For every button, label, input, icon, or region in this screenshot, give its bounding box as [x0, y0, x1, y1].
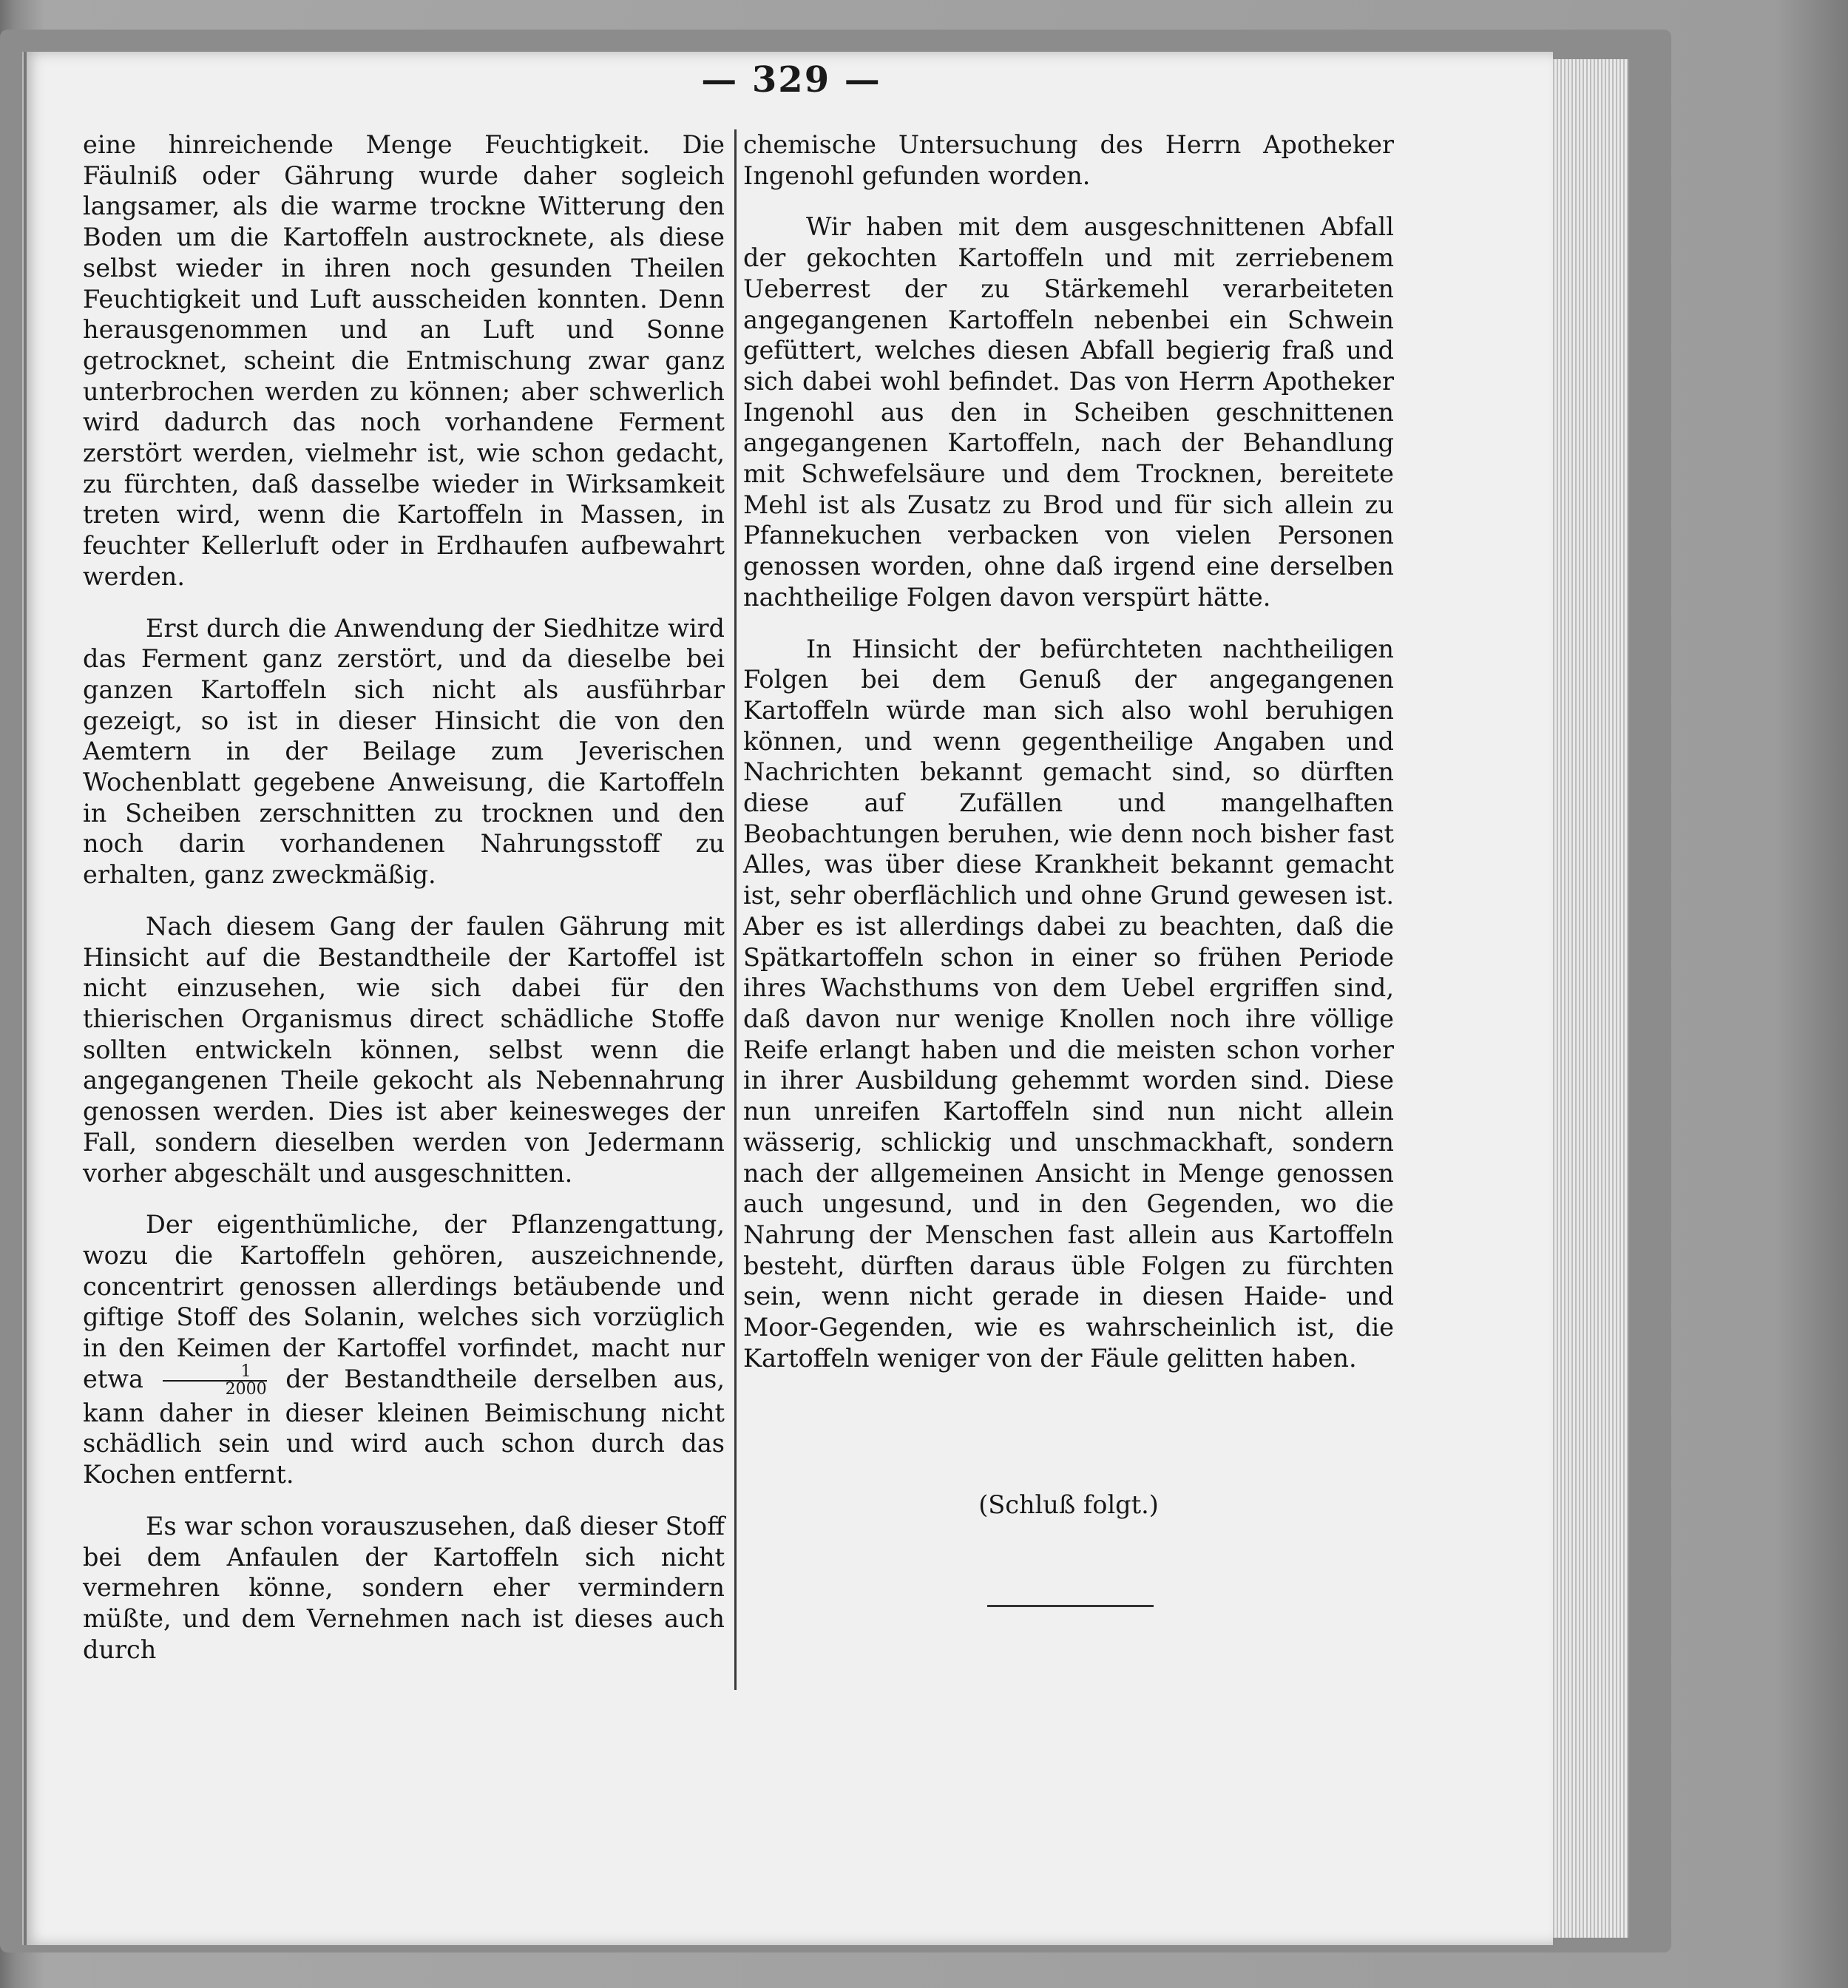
left-column	[83, 129, 725, 1665]
fraction	[163, 1364, 267, 1398]
page-number: — 329 —	[701, 59, 881, 101]
paragraph	[83, 1209, 725, 1490]
paragraph: eine hinreichende Menge Feuchtigkeit. Die Fäulniß oder Gährung wurde daher sogleich langsamer, als die warme trockne Witterung den Boden um die Kartoffeln austrocknete, als diese selbst wieder in ihren noch gesunden Theilen Feuchtigkeit und Luft ausscheiden konnten. Denn herausgenommen und an Luft und Sonne getrocknet, scheint die Entmischung zwar ganz unterbrochen werden zu können; aber schwerlich wird dadurch das noch vorhandene Ferment zerstört werden, vielmehr ist, wie schon gedacht, zu fürchten, daß dasselbe wieder in Wirksamkeit treten wird, wenn die Kartoffeln in Massen, in feuchter Kellerluft oder in Erdhaufen aufbewahrt werden.	[83, 130, 725, 591]
continuation-note: (Schluß folgt.)	[978, 1490, 1159, 1519]
fraction-denominator: 2000	[225, 1379, 267, 1399]
column-divider	[734, 129, 737, 1690]
paragraph: Nach diesem Gang der faulen Gährung mit Hinsicht auf die Bestandtheile der Kartoffel ist nicht einzusehen, wie sich dabei für den thierischen Organismus direct schädliche Stoffe sollten entwickeln können, selbst wenn die angegangenen Theile gekocht als Nebennahrung genossen werden. Dies ist aber keinesweges der Fall, sondern dieselben werden von Jedermann vorher abgeschält und ausgeschnitten.	[83, 911, 725, 1188]
gutter	[24, 52, 27, 1945]
right-column	[743, 129, 1394, 1373]
fraction-numerator: 1	[163, 1364, 267, 1382]
paragraph: In Hinsicht der befürchteten nachtheiligen Folgen bei dem Genuß der angegangenen Kartoffeln würde man sich also wohl beruhigen können, und wenn gegentheilige Angaben und Nachrichten bekannt gemacht sind, so dürften diese auf Zufällen und mangelhaften Beobachtungen beruhen, wie denn noch bisher fast Alles, was über diese Krankheit bekannt gemacht ist, sehr oberflächlich und ohne Grund gewesen ist. Aber es ist allerdings dabei zu beachten, daß die Spätkartoffeln schon in einer so frühen Periode ihres Wachsthums von dem Uebel ergriffen sind, daß davon nur wenige Knollen noch ihre völlige Reife erlangt haben und die meisten schon vorher in ihrer Ausbildung gehemmt worden sind. Diese nun unreifen Kartoffeln sind nun nicht allein wässerig, schlickig und unschmackhaft, sondern nach der allgemeinen Ansicht in Menge genossen auch ungesund, und in den Gegenden, wo die Nahrung der Menschen fast allein aus Kartoffeln besteht, dürften daraus üble Folgen zu fürchten sein, wenn nicht gerade in diesen Haide- und Moor-Gegenden, wie es wahrscheinlich ist, die Kartoffeln weniger von der Fäule gelitten haben.	[743, 634, 1394, 1373]
paragraph: Es war schon vorauszusehen, daß dieser Stoff bei dem Anfaulen der Kartoffeln sich nicht vermehren könne, sondern eher vermindern müßte, und dem Vernehmen nach ist dieses auch durch	[83, 1511, 725, 1664]
end-rule	[987, 1605, 1154, 1607]
paragraph: Wir haben mit dem ausgeschnittenen Abfall der gekochten Kartoffeln und mit zerriebenem Ueberrest der zu Stärkemehl verarbeiteten angegangenen Kartoffeln nebenbei ein Schwein gefüttert, welches diesen Abfall begierig fraß und sich dabei wohl befindet. Das von Herrn Apotheker Ingenohl aus den in Scheiben geschnittenen angegangenen Kartoffeln, nach der Behandlung mit Schwefelsäure und dem Trocknen, bereitete Mehl ist als Zusatz zu Brod und für sich allein zu Pfannekuchen verbacken von vielen Personen genossen worden, ohne daß irgend eine derselben nachtheilige Folgen davon verspürt hätte.	[743, 212, 1394, 612]
paragraph-text: der Bestandtheile derselben aus, kann daher in dieser kleinen Beimischung nicht schädlich sein und wird auch schon durch das Kochen entfernt.	[83, 1364, 725, 1490]
paragraph: chemische Untersuchung des Herrn Apotheker Ingenohl gefunden worden.	[743, 130, 1394, 190]
paragraph-text: Der eigenthümliche, der Pflanzengattung, wozu die Kartoffeln gehören, auszeichnende, concentrirt genossen allerdings betäubende und giftige Stoff des Solanin, welches sich vorzüglich in den Keimen der Kartoffel vorfindet, macht nur etwa	[83, 1210, 725, 1393]
paragraph: Erst durch die Anwendung der Siedhitze wird das Ferment ganz zerstört, und da dieselbe bei ganzen Kartoffeln sich nicht als ausführbar gezeigt, so ist in dieser Hinsicht die von den Aemtern in der Beilage zum Jeverischen Wochenblatt gegebene Anweisung, die Kartoffeln in Scheiben zerschnitten zu trocknen und den noch darin vorhandenen Nahrungsstoff zu erhalten, ganz zweckmäßig.	[83, 613, 725, 890]
